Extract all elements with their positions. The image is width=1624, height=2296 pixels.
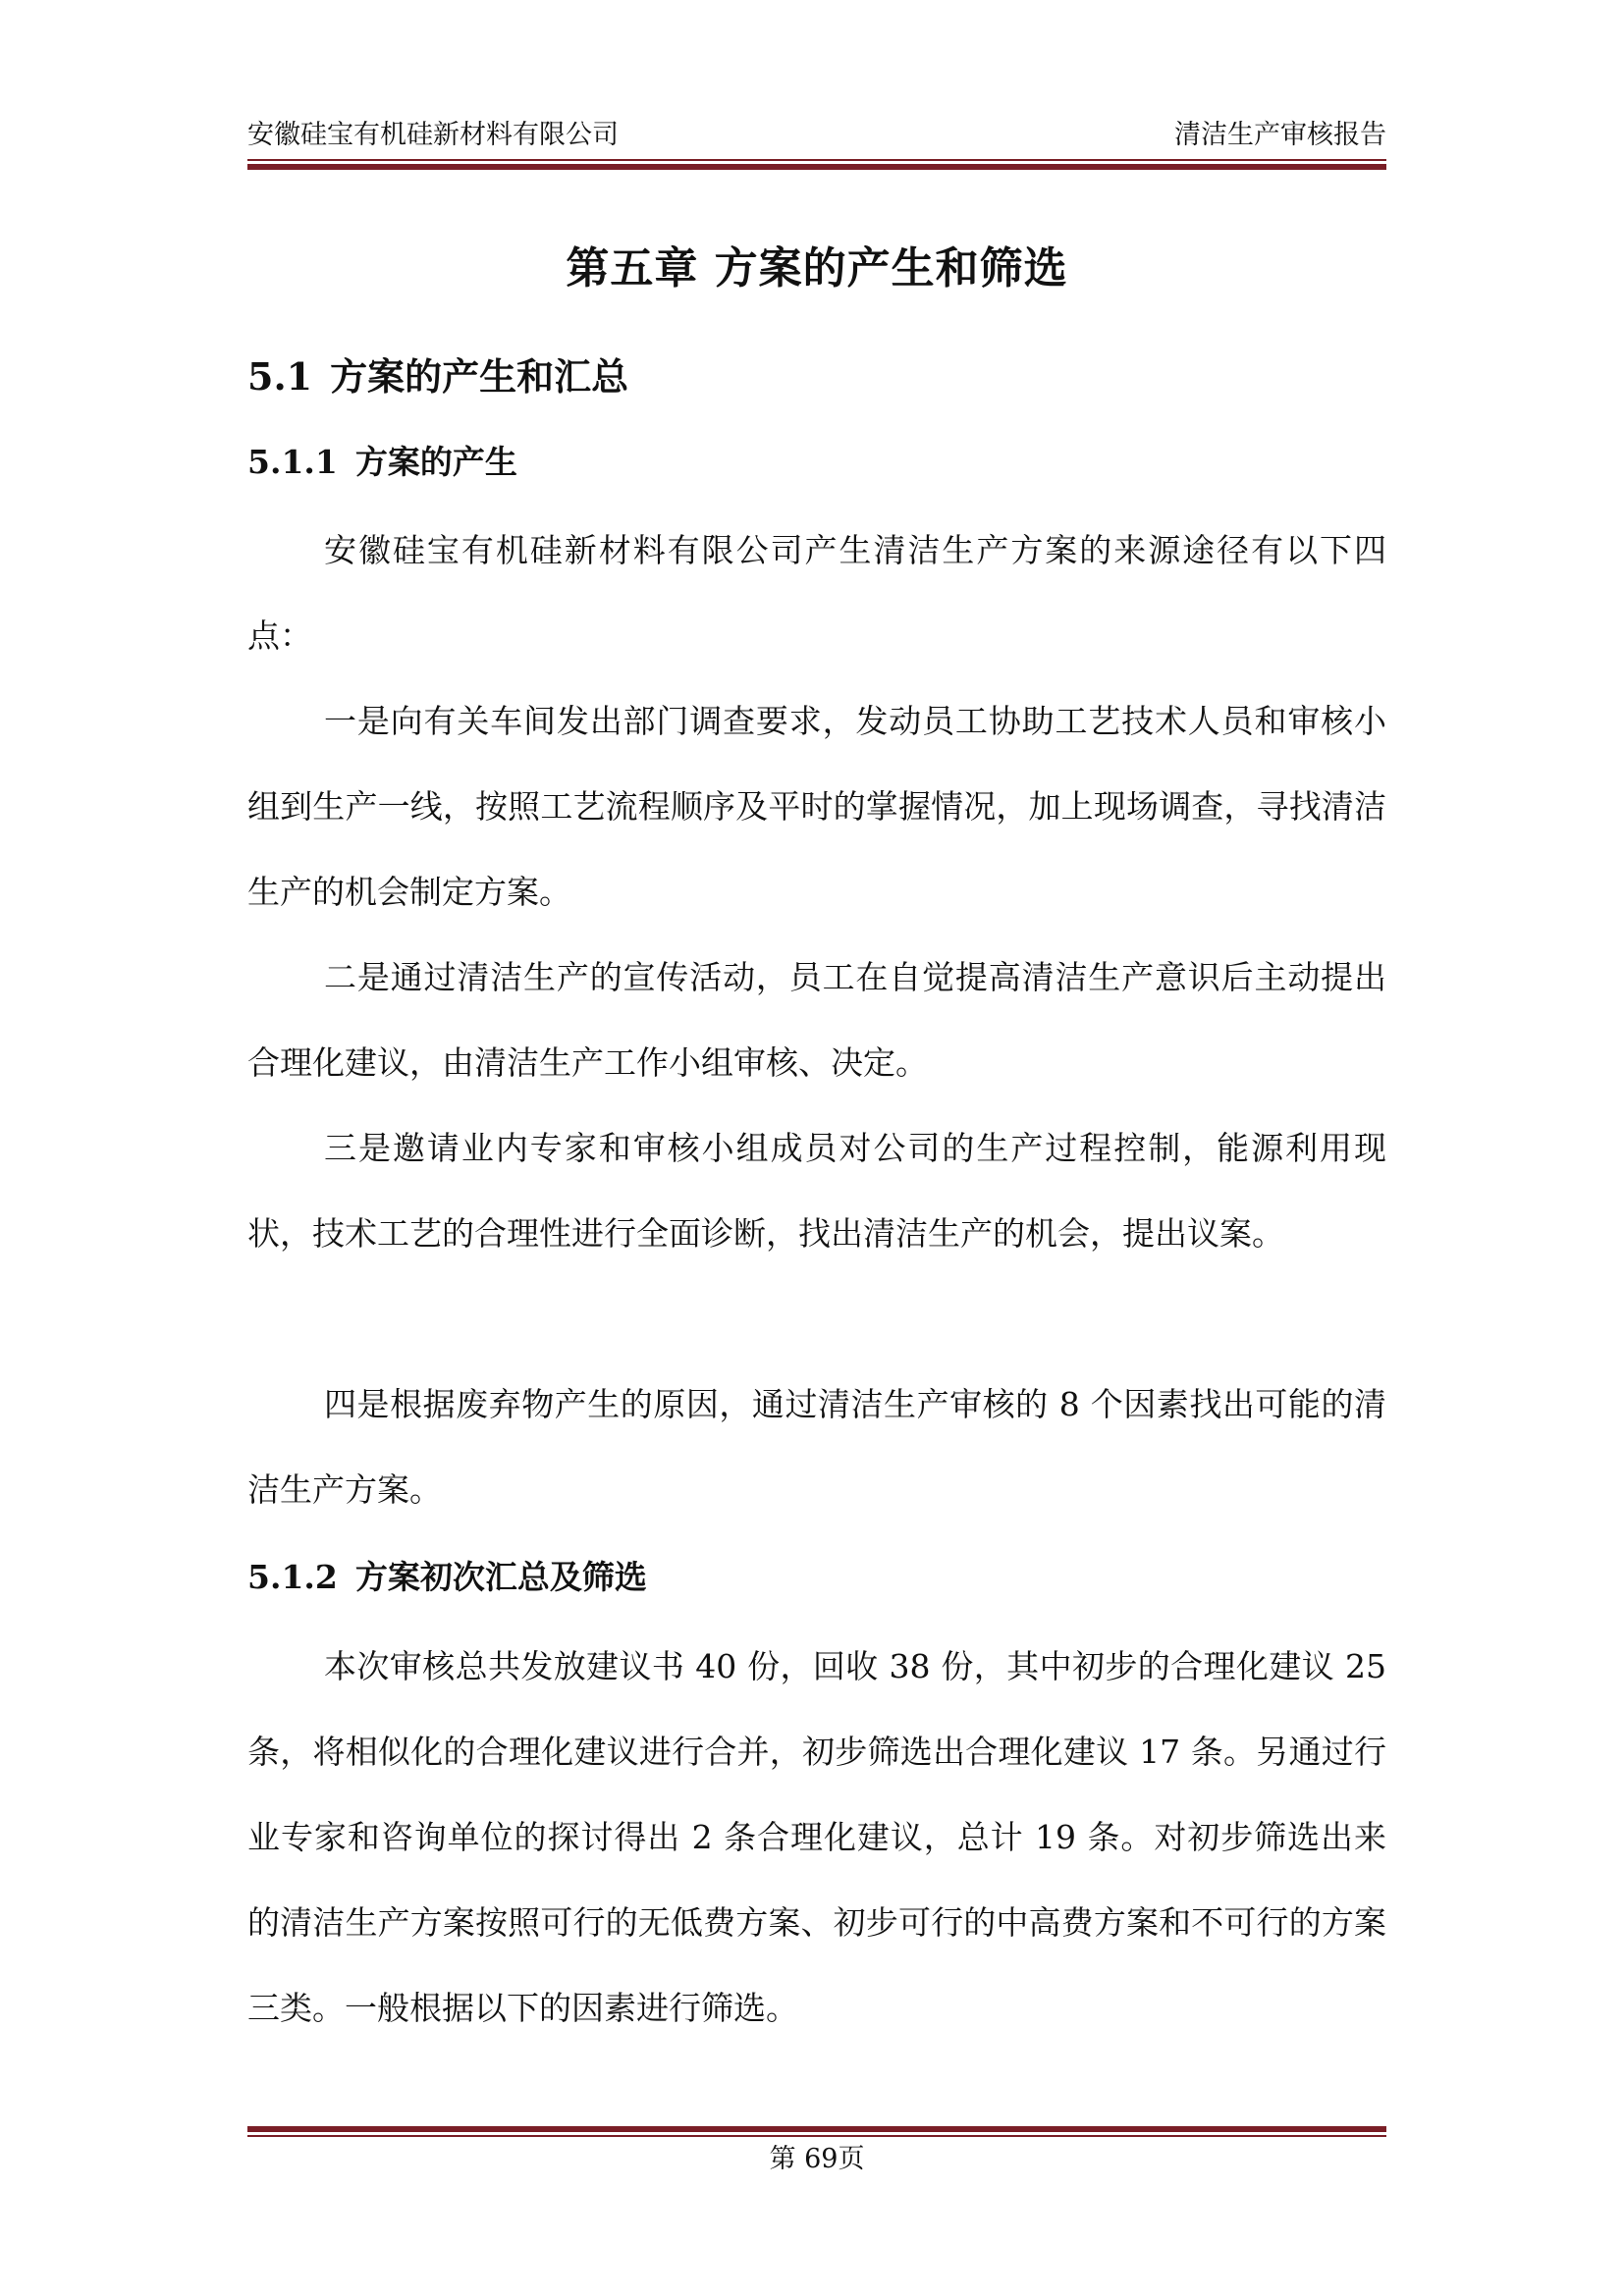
header-rule-thick (247, 164, 1386, 170)
section-number: 5.1 (247, 354, 313, 399)
section-title: 方案初次汇总及筛选 (354, 1558, 647, 1596)
paragraph: 四是根据废弃物产生的原因，通过清洁生产审核的 8 个因素找出可能的清洁生产方案。 (247, 1385, 1386, 1509)
paragraph: 本次审核总共发放建议书 40 份，回收 38 份，其中初步的合理化建议 25 条，将相似化的合理化建议进行合并，初步筛选出合理化建议 17 条。另通过行业专家和咨询单位的探讨得出 2 条合理化建议，总计 19 条。对初步筛选出来的清洁生产方案按照可行的无低费方案、初步可行的中高费方案和不可行的方案三类。一般根据以下的因素进行筛选。 (247, 1647, 1386, 2027)
page-number: 第 69页 (769, 2144, 865, 2174)
header-rule-thin (247, 159, 1386, 161)
paragraph: 三是邀请业内专家和审核小组成员对公司的生产过程控制，能源利用现状，技术工艺的合理性进行全面诊断，找出清洁生产的机会，提出议案。 (247, 1129, 1386, 1253)
section-title: 方案的产生 (354, 443, 517, 481)
section-number: 5.1.1 (247, 443, 338, 481)
header-company-name: 安徽硅宝有机硅新材料有限公司 (247, 120, 619, 150)
page-header (247, 116, 1386, 155)
section-heading-5-1-1 (247, 436, 1386, 489)
footer-rule-thick (247, 2126, 1386, 2132)
section-number: 5.1.2 (247, 1558, 338, 1596)
footer-rule-thin (247, 2135, 1386, 2137)
chapter-title: 第五章 方案的产生和筛选 (566, 243, 1068, 294)
paragraph: 一是向有关车间发出部门调查要求，发动员工协助工艺技术人员和审核小组到生产一线，按照工艺流程顺序及平时的掌握情况，加上现场调查，寻找清洁生产的机会制定方案。 (247, 702, 1386, 911)
paragraph: 二是通过清洁生产的宣传活动，员工在自觉提高清洁生产意识后主动提出合理化建议，由清洁生产工作小组审核、决定。 (247, 958, 1386, 1082)
paragraph: 安徽硅宝有机硅新材料有限公司产生清洁生产方案的来源途径有以下四点： (247, 531, 1386, 655)
section-title: 方案的产生和汇总 (330, 355, 629, 399)
header-report-title: 清洁生产审核报告 (1174, 120, 1386, 150)
document-page (247, 0, 1386, 2296)
section-heading-5-1 (247, 347, 1386, 406)
section-heading-5-1-2 (247, 1551, 1386, 1604)
